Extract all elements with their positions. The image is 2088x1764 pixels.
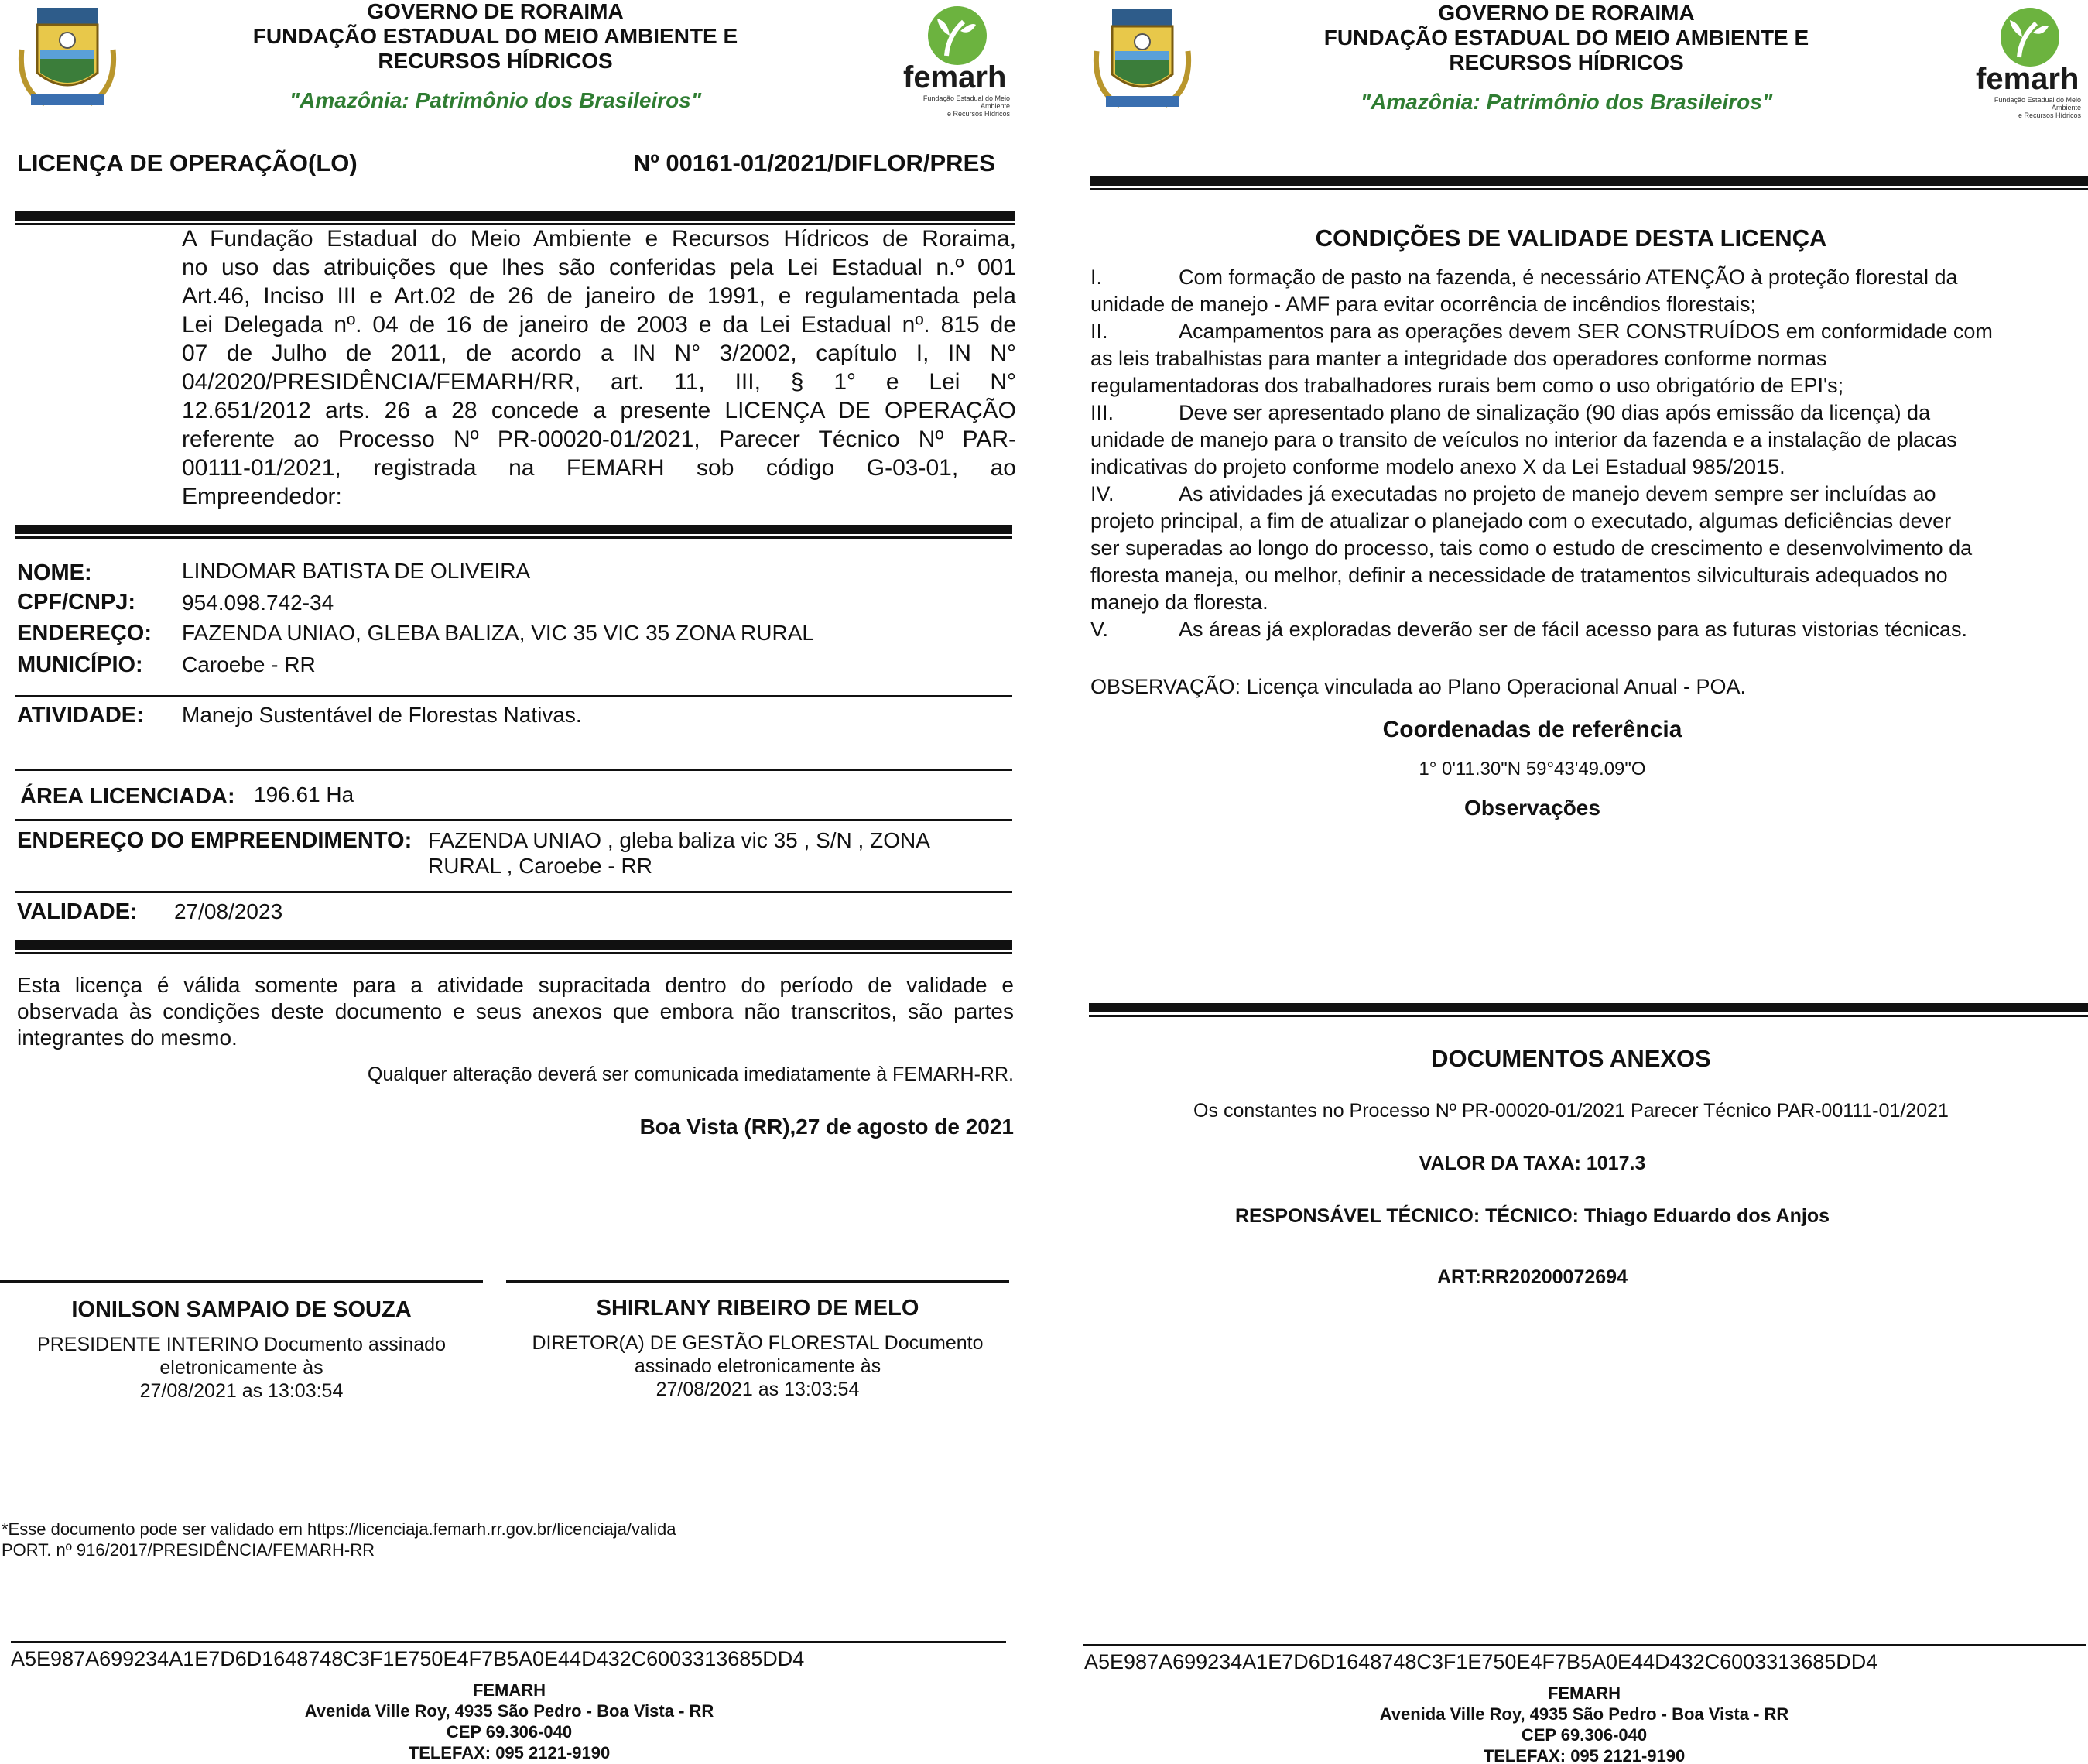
endereco-label: ENDEREÇO: <box>17 621 152 646</box>
footer-address: FEMARH Avenida Ville Roy, 4935 São Pedro - Boa Vista - RR CEP 69.306-040 TELEFAX: 095 2121-9190 <box>1379 1684 1789 1764</box>
coat-of-arms-icon <box>1089 5 1196 113</box>
area-label: ÁREA LICENCIADA: <box>20 784 235 809</box>
divider <box>15 769 1012 771</box>
brand-subtitle: Fundação Estadual do Meio Ambiente e Recursos Hídricos <box>922 94 1010 118</box>
intro-paragraph: A Fundação Estadual do Meio Ambiente e Recursos Hídricos de Roraima, no uso das atribuições que lhes são conferidas pela Lei Estadual n.º 001 Art.46, Inciso III e Art.02 de 26 de janeiro de 1991, e regulamentada pela Lei Delegada nº. 04 de 16 de janeiro de 2003 e da Lei Estadual nº. 815 de 07 de Julho de 2011, de acordo a IN N° 3/2002, capítulo I, IN N° 04/2020/PRESIDÊNCIA/FEMARH/RR, art. 11, III, § 1° e Lei N° 12.651/2012 arts. 26 a 28 concede a presente LICENÇA DE OPERAÇÃO referente ao Processo Nº PR-00020-01/2021, Parecer Técnico Nº PAR- 00111-01/2021, registrada na FEMARH sob código G-03-01, ao Empreendedor: <box>182 226 1016 509</box>
observation: OBSERVAÇÃO: Licença vinculada ao Plano Operacional Anual - POA. <box>1090 675 1746 698</box>
condition-item: III. Deve ser apresentado plano de sinalização (90 dias após emissão da licença) da unidade de manejo para o transito de veículos no interior da fazenda e a instalação de placas indicativas do projeto conforme modelo anexo X da Lei Estadual 985/2015. <box>1090 401 1957 478</box>
divider <box>15 525 1012 534</box>
annexes-process: Os constantes no Processo Nº PR-00020-01/2021 Parecer Técnico PAR-00111-01/2021 <box>1193 1100 1949 1122</box>
signer-1-role: PRESIDENTE INTERINO Documento assinado eletronicamente às 27/08/2021 as 13:03:54 <box>37 1334 446 1402</box>
cpf-label: CPF/CNPJ: <box>17 590 136 615</box>
divider <box>15 952 1012 954</box>
change-notice: Qualquer alteração deverá ser comunicada imediatamente à FEMARH-RR. <box>367 1064 1014 1085</box>
agency-title: FUNDAÇÃO ESTADUAL DO MEIO AMBIENTE E <box>1323 26 1809 50</box>
signature-line <box>506 1280 1009 1283</box>
divider <box>15 891 1012 893</box>
atividade-value: Manejo Sustentável de Florestas Nativas. <box>182 703 582 727</box>
cpf-value: 954.098.742-34 <box>182 591 334 615</box>
condition-item: V. As áreas já exploradas deverão ser de fácil acesso para as futuras vistorias técnicas. <box>1090 618 1968 641</box>
coords-title: Coordenadas de referência <box>1382 717 1682 742</box>
nome-label: NOME: <box>17 560 92 585</box>
conditions-title: CONDIÇÕES DE VALIDADE DESTA LICENÇA <box>1315 224 1827 252</box>
footer-address: FEMARH Avenida Ville Roy, 4935 São Pedro - Boa Vista - RR CEP 69.306-040 TELEFAX: 095 2121-9190 <box>304 1680 714 1762</box>
divider <box>15 940 1012 950</box>
condition-item: IV. As atividades já executadas no projeto de manejo devem sempre ser incluídas ao projeto principal, a fim de atualizar o planejado com o executado, algumas deficiências dever ser superadas ao longo do processo, tais como o estudo de crescimento e desenvolvimento da floresta maneja, ou melhor, definir a necessidade de tratamentos silviculturais adequados no manejo da floresta. <box>1090 482 1973 614</box>
document-hash: A5E987A699234A1E7D6D1648748C3F1E750E4F7B5A0E44D432C6003313685DD4 <box>11 1647 805 1670</box>
signature-line <box>0 1280 483 1283</box>
signer-2-role: DIRETOR(A) DE GESTÃO FLORESTAL Documento assinado eletronicamente às 27/08/2021 as 13:03:54 <box>532 1332 984 1400</box>
condition-item: II. Acampamentos para as operações devem SER CONSTRUÍDOS em conformidade com as leis trabalhistas para manter a integridade dos operadores conforme normas regulamentadoras dos trabalhadores rurais bem como o uso obrigatório de EPI's; <box>1090 320 1993 397</box>
end-emp-value-1: FAZENDA UNIAO , gleba baliza vic 35 , S/N , ZONA <box>428 828 930 852</box>
divider <box>1090 176 2088 186</box>
signer-2-name: SHIRLANY RIBEIRO DE MELO <box>596 1296 919 1320</box>
annexes-responsible: RESPONSÁVEL TÉCNICO: TÉCNICO: Thiago Eduardo dos Anjos <box>1234 1205 1830 1227</box>
condition-item: I. Com formação de pasto na fazenda, é necessário ATENÇÃO à proteção florestal da unidade de manejo - AMF para evitar ocorrência de incêndios florestais; <box>1090 265 1958 316</box>
validade-value: 27/08/2023 <box>174 899 283 923</box>
footer-line <box>11 1641 1006 1643</box>
endereco-value: FAZENDA UNIAO, GLEBA BALIZA, VIC 35 VIC 35 ZONA RURAL <box>182 621 814 645</box>
validity-paragraph: Esta licença é válida somente para a atividade supracitada dentro do período de validade e observada às condições deste documento e seus anexos que embora não transcritos, são partes integrantes do mesmo. <box>17 973 1014 1050</box>
license-page-right <box>1044 0 2088 1764</box>
place-date: Boa Vista (RR),27 de agosto de 2021 <box>639 1115 1014 1139</box>
brand-text: femarh <box>903 60 1007 94</box>
area-value: 196.61 Ha <box>254 783 354 807</box>
atividade-label: ATIVIDADE: <box>17 703 144 728</box>
agency-title-2: RECURSOS HÍDRICOS <box>1449 50 1684 74</box>
gov-title: GOVERNO DE RORAIMA <box>1438 1 1695 25</box>
divider <box>1089 1003 2088 1012</box>
coat-of-arms-icon <box>14 3 121 111</box>
coords-value: 1° 0'11.30"N 59°43'49.09"O <box>1419 759 1646 779</box>
brand-subtitle: Fundação Estadual do Meio Ambiente e Recursos Hídricos <box>1994 96 2081 119</box>
end-emp-label: ENDEREÇO DO EMPREENDIMENTO: <box>17 828 412 853</box>
gov-title: GOVERNO DE RORAIMA <box>367 0 624 23</box>
agency-title: FUNDAÇÃO ESTADUAL DO MEIO AMBIENTE E <box>252 24 738 48</box>
conditions-list <box>1090 264 2085 643</box>
municipio-label: MUNICÍPIO: <box>17 653 143 677</box>
divider <box>15 536 1012 539</box>
signer-1-name: IONILSON SAMPAIO DE SOUZA <box>71 1297 412 1322</box>
annexes-title: DOCUMENTOS ANEXOS <box>1431 1045 1711 1072</box>
annexes-fee: VALOR DA TAXA: 1017.3 <box>1419 1153 1646 1174</box>
divider <box>1090 188 2088 190</box>
slogan: "Amazônia: Patrimônio dos Brasileiros" <box>1360 90 1773 114</box>
end-emp-value-2: RURAL , Caroebe - RR <box>428 854 652 878</box>
divider <box>15 695 1012 697</box>
femarh-logo <box>902 5 1010 118</box>
license-number: Nº 00161-01/2021/DIFLOR/PRES <box>633 149 995 176</box>
validation-note: *Esse documento pode ser validado em https://licenciaja.femarh.rr.gov.br/licenciaja/valida <box>2 1519 676 1539</box>
divider <box>1089 1015 2088 1017</box>
observacoes-title: Observações <box>1464 796 1600 820</box>
annexes-art: ART:RR20200072694 <box>1437 1266 1628 1288</box>
municipio-value: Caroebe - RR <box>182 653 316 676</box>
agency-title-2: RECURSOS HÍDRICOS <box>378 49 613 73</box>
document-hash: A5E987A699234A1E7D6D1648748C3F1E750E4F7B5A0E44D432C6003313685DD4 <box>1084 1650 1878 1673</box>
divider <box>15 819 1012 821</box>
nome-value: LINDOMAR BATISTA DE OLIVEIRA <box>182 559 531 583</box>
femarh-logo <box>1974 6 2083 119</box>
footer-line <box>1083 1644 2086 1646</box>
brand-text: femarh <box>1976 62 2079 96</box>
validade-label: VALIDADE: <box>17 899 138 924</box>
slogan: "Amazônia: Patrimônio dos Brasileiros" <box>289 88 702 112</box>
license-title: LICENÇA DE OPERAÇÃO(LO) <box>17 149 358 176</box>
divider <box>15 211 1015 221</box>
portaria: PORT. nº 916/2017/PRESIDÊNCIA/FEMARH-RR <box>2 1540 375 1560</box>
